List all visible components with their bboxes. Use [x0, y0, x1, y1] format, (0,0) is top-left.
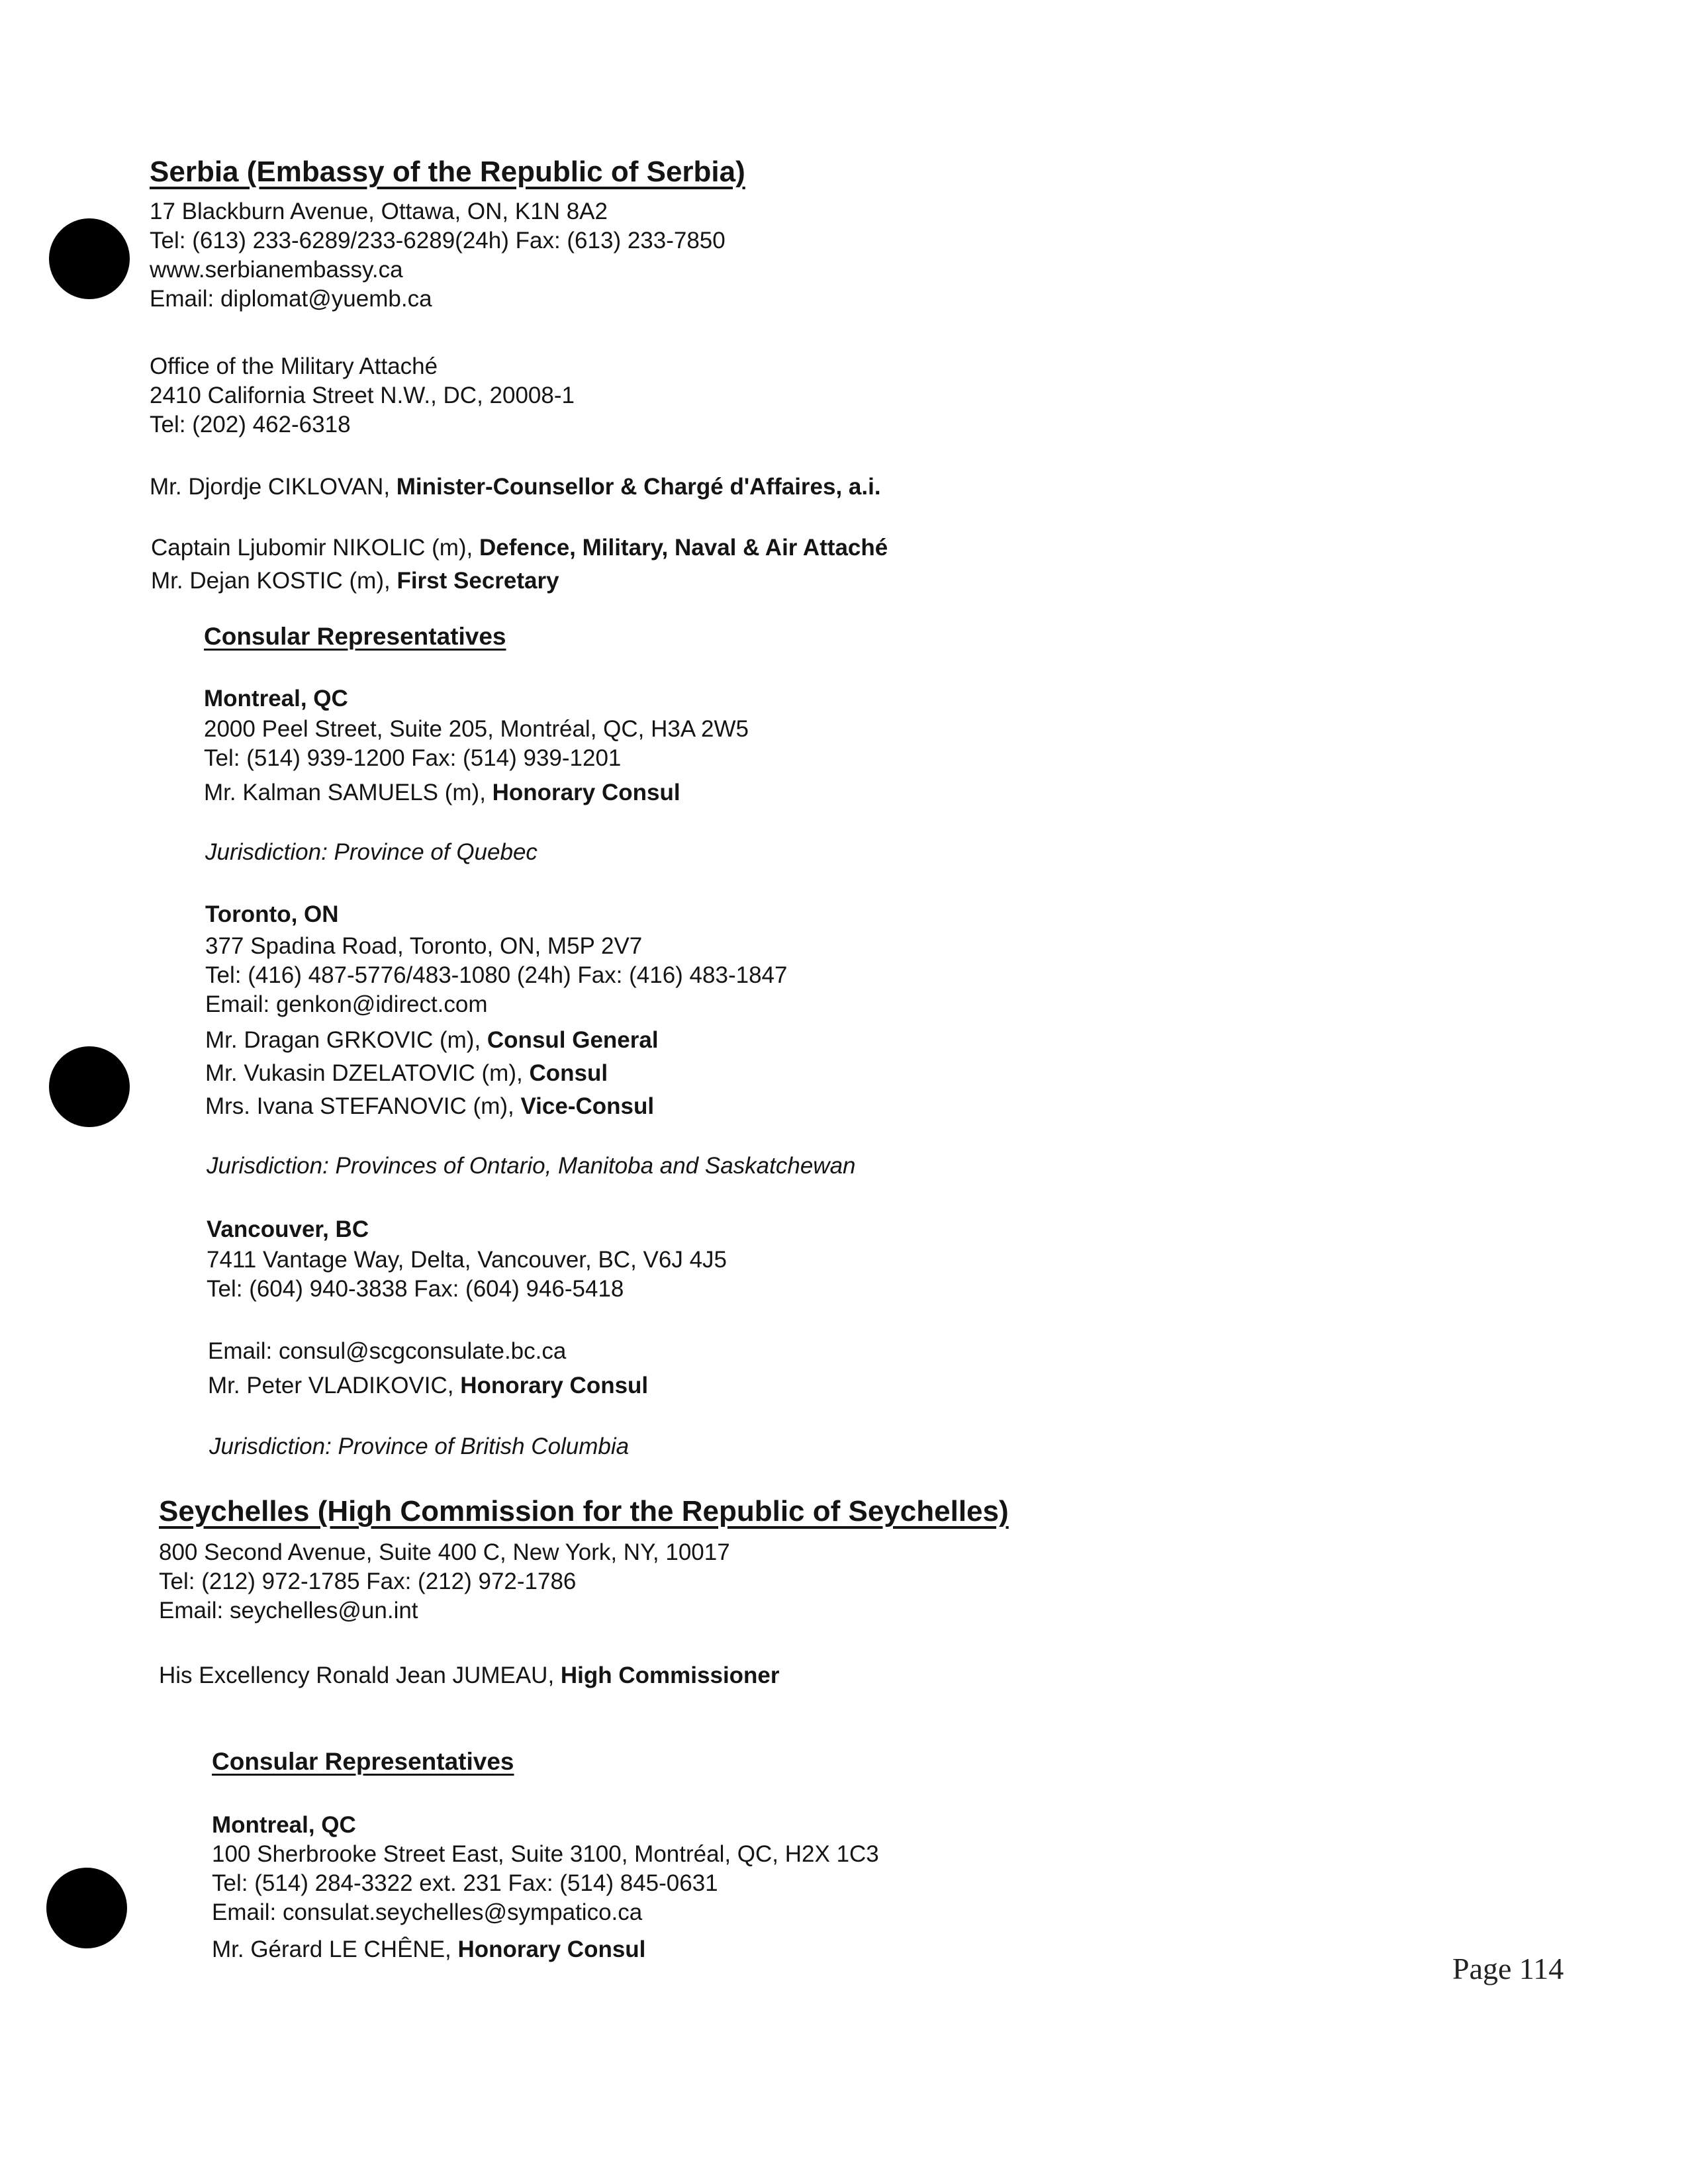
staff-title: Honorary Consul: [457, 1936, 646, 1962]
email-line: Email: consulat.seychelles@sympatico.ca: [212, 1899, 643, 1925]
email-line: Email: consul@scgconsulate.bc.ca: [208, 1338, 567, 1364]
staff-title: Minister-Counsellor & Chargé d'Affaires, a.i.: [396, 474, 881, 500]
address-line: 17 Blackburn Avenue, Ottawa, ON, K1N 8A2: [150, 199, 608, 224]
phone-line: Tel: (514) 284-3322 ext. 231 Fax: (514) 845-0631: [212, 1870, 718, 1896]
staff-name: Mr. Vukasin DZELATOVIC (m),: [205, 1060, 530, 1086]
staff-title: Honorary Consul: [492, 780, 680, 805]
phone-line: Tel: (613) 233-6289/233-6289(24h) Fax: (613) 233-7850: [150, 228, 726, 253]
consular-heading: Consular Representatives: [212, 1748, 514, 1775]
staff-name: Mr. Djordje CIKLOVAN,: [150, 474, 397, 500]
consulate-city: Toronto, ON: [205, 901, 339, 927]
jurisdiction-line: Jurisdiction: Province of British Columbia: [209, 1433, 630, 1459]
email-line: Email: diplomat@yuemb.ca: [150, 286, 432, 312]
staff-entry: [204, 778, 680, 807]
staff-name: Mr. Dragan GRKOVIC (m),: [205, 1027, 487, 1053]
address-line: 377 Spadina Road, Toronto, ON, M5P 2V7: [205, 933, 643, 959]
phone-line: Tel: (514) 939-1200 Fax: (514) 939-1201: [204, 745, 622, 771]
staff-name: Mr. Dejan KOSTIC (m),: [151, 568, 397, 594]
phone-line: Tel: (212) 972-1785 Fax: (212) 972-1786: [159, 1569, 577, 1594]
office-name: Office of the Military Attaché: [150, 353, 438, 379]
phone-line: Tel: (202) 462-6318: [150, 412, 351, 437]
phone-line: Tel: (416) 487-5776/483-1080 (24h) Fax: (416) 483-1847: [205, 962, 788, 988]
staff-name: Mrs. Ivana STEFANOVIC (m),: [205, 1093, 521, 1119]
staff-title: First Secretary: [397, 568, 559, 594]
email-line: Email: seychelles@un.int: [159, 1598, 418, 1623]
staff-name: His Excellency Ronald Jean JUMEAU,: [159, 1662, 561, 1688]
staff-name: Mr. Peter VLADIKOVIC,: [208, 1373, 461, 1398]
staff-title: Defence, Military, Naval & Air Attaché: [479, 535, 888, 561]
phone-line: Tel: (604) 940-3838 Fax: (604) 946-5418: [207, 1276, 624, 1302]
consular-heading: Consular Representatives: [204, 623, 506, 650]
consulate-city: Vancouver, BC: [207, 1216, 369, 1242]
punch-hole-bottom: [46, 1868, 127, 1948]
staff-name: Captain Ljubomir NIKOLIC (m),: [151, 535, 479, 561]
staff-title: Honorary Consul: [460, 1373, 649, 1398]
staff-entry: [205, 1092, 654, 1121]
jurisdiction-line: Jurisdiction: Province of Quebec: [205, 839, 538, 865]
address-line: 2000 Peel Street, Suite 205, Montréal, QC, H3A 2W5: [204, 716, 749, 742]
staff-name: Mr. Kalman SAMUELS (m),: [204, 780, 492, 805]
staff-entry: [205, 1059, 608, 1088]
website-line: www.serbianembassy.ca: [150, 257, 403, 283]
staff-entry: [159, 1661, 780, 1690]
email-line: Email: genkon@idirect.com: [205, 991, 488, 1017]
consulate-city: Montreal, QC: [212, 1812, 356, 1838]
consulate-city: Montreal, QC: [204, 686, 348, 711]
staff-entry: [150, 473, 881, 502]
staff-title: Consul: [529, 1060, 608, 1086]
staff-entry: [205, 1026, 659, 1055]
address-line: 7411 Vantage Way, Delta, Vancouver, BC, V6J 4J5: [207, 1247, 727, 1273]
staff-entry: [151, 567, 559, 596]
section-heading: Serbia (Embassy of the Republic of Serbia): [150, 156, 745, 188]
staff-title: High Commissioner: [560, 1662, 780, 1688]
staff-title: Consul General: [487, 1027, 659, 1053]
page-number: Page 114: [1452, 1952, 1564, 1985]
section-heading: Seychelles (High Commission for the Republic of Seychelles): [159, 1495, 1009, 1527]
jurisdiction-line: Jurisdiction: Provinces of Ontario, Manitoba and Saskatchewan: [207, 1153, 856, 1179]
punch-hole-top: [49, 218, 130, 299]
staff-entry: [208, 1371, 648, 1400]
address-line: 100 Sherbrooke Street East, Suite 3100, Montréal, QC, H2X 1C3: [212, 1841, 879, 1867]
staff-entry: [151, 533, 888, 563]
address-line: 800 Second Avenue, Suite 400 C, New York, NY, 10017: [159, 1539, 730, 1565]
punch-hole-middle: [49, 1046, 130, 1127]
staff-name: Mr. Gérard LE CHÊNE,: [212, 1936, 458, 1962]
staff-entry: [212, 1935, 645, 1964]
staff-title: Vice-Consul: [520, 1093, 655, 1119]
address-line: 2410 California Street N.W., DC, 20008-1: [150, 383, 575, 408]
